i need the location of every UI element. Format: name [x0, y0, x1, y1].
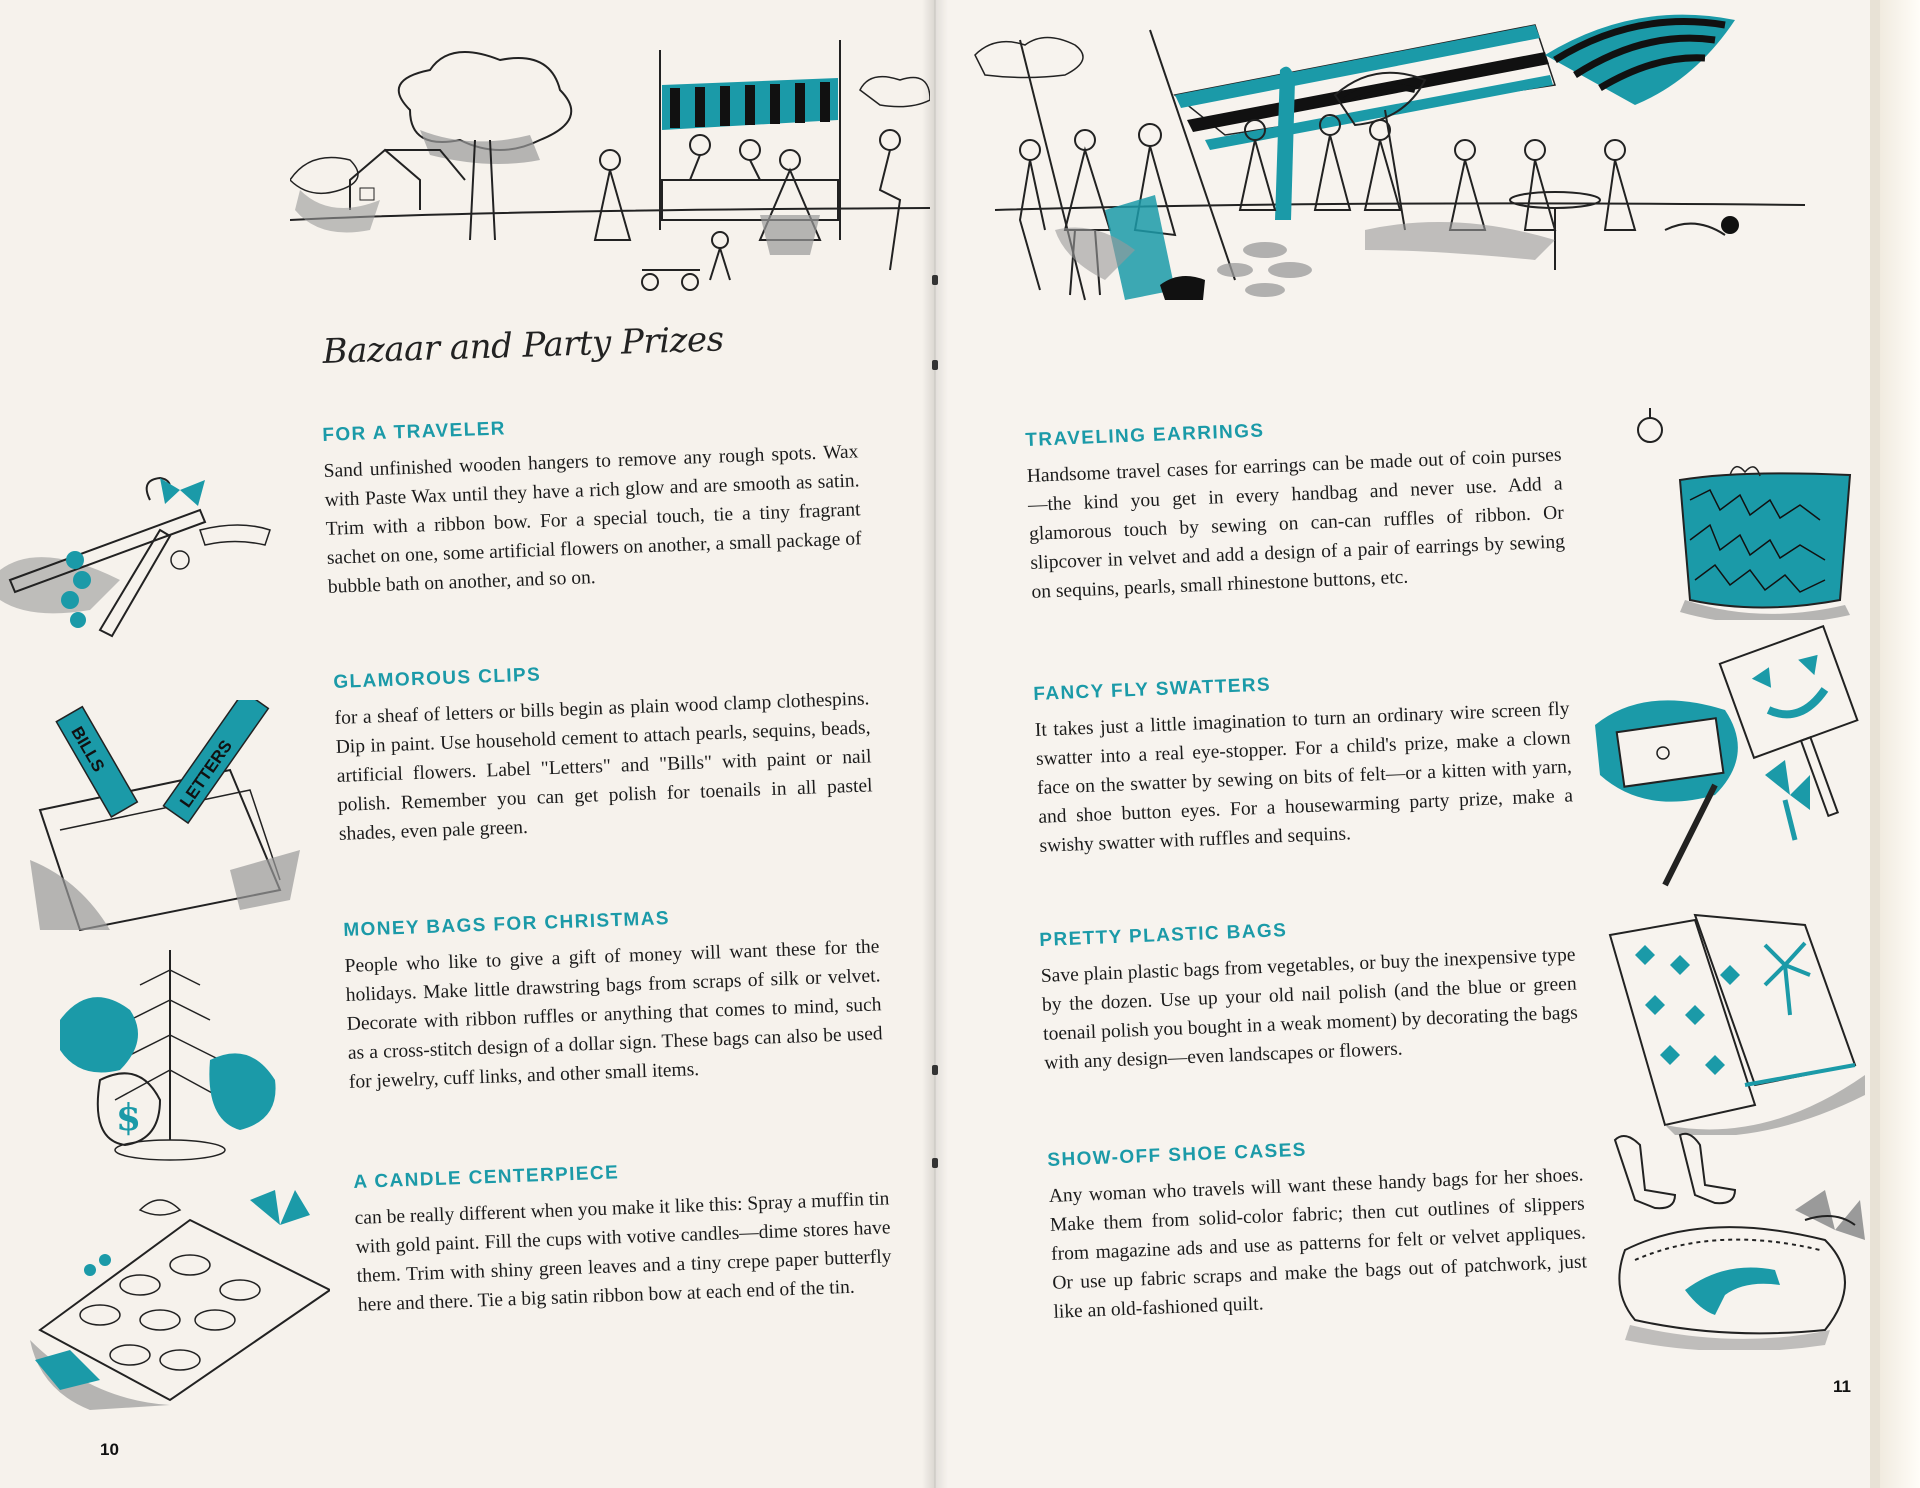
section-heading: PRETTY PLASTIC BAGS [1039, 920, 1288, 951]
muffin-tin-candles-illustration [30, 1180, 330, 1410]
section-body: People who like to give a gift of money will want these for the holidays. Make little drawstring bags from scraps of silk or velvet. Decorate with ribbon ruffles or anything that comes to mind, such as a cross-stitch design of a dollar sign. These bags can also be used for jewelry, cuff links, and other small items. [344, 936, 883, 1093]
binding-stitch [932, 360, 938, 370]
section-heading: A CANDLE CENTERPIECE [353, 1162, 620, 1193]
section-heading: FANCY FLY SWATTERS [1033, 674, 1272, 705]
clothespins-illustration [20, 700, 320, 940]
section-heading: FOR A TRAVELER [322, 418, 507, 446]
letters-label: LETTERS [176, 736, 237, 811]
section-heading: GLAMOROUS CLIPS [333, 664, 542, 693]
section-for-a-traveler [322, 405, 863, 601]
section-body: It takes just a little imagination to turn an ordinary wire screen fly swatter into a real eye-stopper. For a child's prize, make a clown face on the swatter by sewing on bits of felt—or a kitten with yarn, and shoe button eyes. For a housewarming party prize, make a swishy swatter with ruffles and sequins. [1034, 698, 1574, 857]
binding-stitch [932, 275, 938, 285]
section-show-off-shoe-cases [1047, 1129, 1589, 1327]
coin-purse-earrings-illustration [1620, 400, 1870, 620]
bazaar-scene-illustration-right [935, 0, 1870, 310]
section-body: for a sheaf of letters or bills begin as plain wood clamp clothespins. Dip in paint. Use household cement to attach pearls, sequins, beads, artificial flowers. Label "Letters" and "Bills" with paint or nail polish. Remember you can get polish for toenails in all pastel shades, even pale green. [334, 688, 873, 845]
page-title: Bazaar and Party Prizes [322, 319, 725, 372]
fly-swatters-illustration [1585, 625, 1870, 905]
section-body: Save plain plastic bags from vegetables, or buy the inexpensive type by the dozen. Use up your old nail polish (and the blue or green toenail polish you bought in a weak moment) by decorating the bags with any design—even landscapes or flowers. [1040, 944, 1579, 1074]
section-fancy-fly-swatters [1033, 663, 1575, 861]
section-candle-centerpiece [353, 1152, 893, 1320]
section-money-bags [343, 900, 884, 1096]
binding-stitch [932, 1065, 938, 1075]
shoe-cases-illustration [1605, 1130, 1870, 1350]
plastic-bags-illustration [1605, 905, 1870, 1135]
right-page [935, 0, 1870, 1488]
binding-stitch [932, 1158, 938, 1168]
section-traveling-earrings [1025, 409, 1567, 607]
bazaar-scene-illustration-left [290, 40, 930, 310]
section-heading: SHOW-OFF SHOE CASES [1047, 1139, 1308, 1171]
section-body: Handsome travel cases for earrings can be made out of coin purses—the kind you get in every handbag and never use. Add a glamorous touch by sewing on can-can ruffles of ribbon. Or slipcover in velvet and add a design of a pair of earrings by sewing on sequins, pearls, small rhinestone buttons, etc. [1026, 444, 1566, 603]
section-body: Sand unfinished wooden hangers to remove any rough spots. Wax with Paste Wax until they have a rich glow and are smooth as satin. Trim with a ribbon bow. For a special touch, tie a tiny fragrant sachet on one, some artificial flowers on another, a small package of bubble bath on another, and so on. [323, 441, 862, 598]
bills-label: BILLS [67, 723, 109, 776]
section-heading: TRAVELING EARRINGS [1025, 420, 1265, 451]
left-page [0, 0, 935, 1488]
section-glamorous-clips [333, 652, 874, 848]
christmas-tree-illustration [30, 940, 300, 1170]
svg-text:$: $ [116, 1097, 142, 1139]
section-body: Any woman who travels will want these handy bags for her shoes. Make them from solid-color fabric; then cut outlines of slippers from magazine ads and use as patterns for felt or velvet appliques. Or use up fabric scraps and make the bags out of patchwork, just like an old-fashioned quilt. [1048, 1164, 1588, 1323]
section-heading: MONEY BAGS FOR CHRISTMAS [343, 908, 671, 941]
book-gutter [922, 0, 948, 1488]
hangers-illustration [0, 470, 310, 670]
page-number: 10 [100, 1440, 119, 1459]
section-body: can be really different when you make it like this: Spray a muffin tin with gold paint. Fill the cups with votive candles—dime stores have them. Trim with shiny green leaves and a tiny crepe paper butterfly here and there. Tie a big satin ribbon bow at each end of the tin. [354, 1188, 892, 1316]
page-edge [1880, 0, 1920, 1488]
section-pretty-plastic-bags [1039, 909, 1580, 1078]
page-number: 11 [1833, 1377, 1851, 1396]
